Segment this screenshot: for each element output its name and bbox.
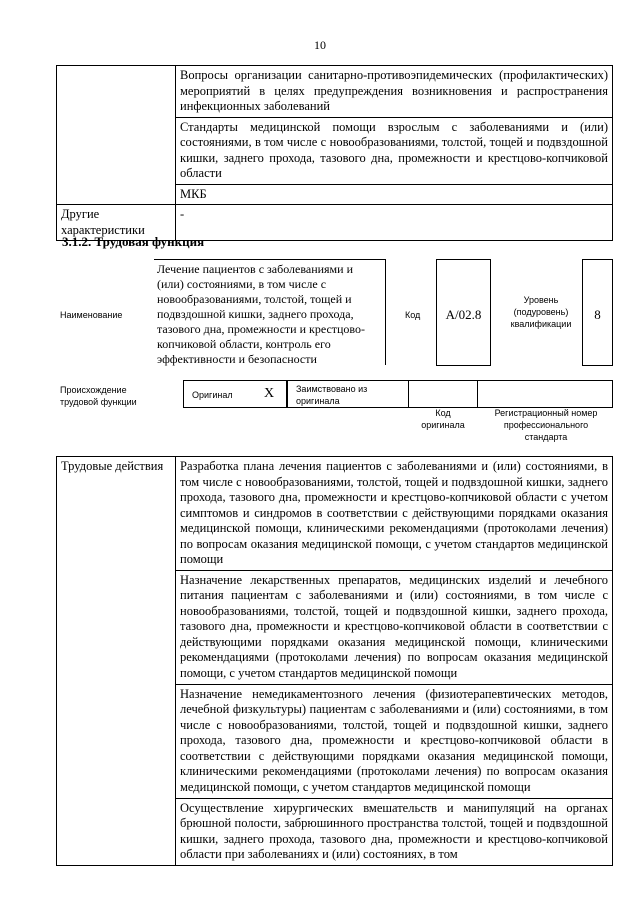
code-value: A/02.8 — [436, 259, 491, 366]
origin-code-cell — [408, 380, 478, 408]
table-row — [57, 457, 613, 571]
borrowed-label: Заимствовано из оригинала — [296, 384, 368, 406]
origin-reg-cell — [477, 380, 613, 408]
original-label: Оригинал — [192, 390, 233, 400]
table-row — [57, 66, 613, 118]
actions-table — [56, 456, 613, 866]
action-item: Разработка плана лечения пациентов с заболеваниями и (или) состояниями, в том числе с новообразованиями, толстой, тощей и подвздошной кишки, заднего прохода, тазового дна, промежности и крестцово-копчиковой области с учетом симптомов и синдромов в соответствии с действующими порядками оказания медицинской помощи, клиническими рекомендациями (протоколами лечения) по вопросам оказания медицинской помощи, с учетом стандартов медицинской помощи — [176, 457, 613, 571]
code-original-caption: Код оригинала — [421, 408, 465, 430]
name-label: Наименование — [60, 310, 123, 320]
origin-original-cell — [183, 380, 287, 408]
action-item: Назначение немедикаментозного лечения (физиотерапевтических методов, лечебной физкультуры) пациентам с заболеваниями и (или) состояниями, в том числе с новообразованиями, толстой, тощей и подвздошной кишки, заднего прохода, тазового дна, промежности и крестцово-копчиковой области в соответствии с действующими порядками оказания медицинской помощи, клиническими рекомендациями (протоколами лечения) по вопросам оказания медицинской помощи, с учетом стандартов медицинской помощи — [176, 684, 613, 798]
section-heading: 3.1.2. Трудовая функция — [62, 234, 205, 249]
origin-label: Происхождение трудовой функции — [60, 385, 137, 407]
page-number: 10 — [314, 38, 326, 52]
reg-number-caption: Регистрационный номер профессионального стандарта — [494, 408, 598, 442]
level-value: 8 — [582, 259, 613, 366]
name-value: Лечение пациентов с заболеваниями и (или) состояниями, в том числе с новообразованиями, толстой, тощей и подвздошной кишки, заднего прохода, тазового дна, промежности и крестцово-копчиковой области, контроль его эффективности и безопасности — [154, 259, 386, 365]
actions-label: Трудовые действия — [57, 457, 176, 866]
action-item: Осуществление хирургических вмешательств и манипуляций на органах брюшной полости, забрюшинного пространства толстой, тощей и подвздошной кишки, заднего прохода, тазового дна, промежности и крестцово-копчиковой области при заболеваниях и (или) состояниях, в том — [176, 798, 613, 865]
other-characteristics-value: - — [176, 205, 613, 241]
table-cell-right: МКБ — [176, 184, 613, 205]
level-label: Уровень (подуровень) квалификации — [510, 295, 572, 329]
action-item: Назначение лекарственных препаратов, медицинских изделий и лечебного питания пациентам с заболеваниями и (или) состояниями, в том числе с новообразованиями, толстой, тощей и подвздошной кишки, заднего прохода, тазового дна, промежности и крестцово-копчиковой области в соответствии с действующими порядками оказания медицинской помощи, клиническими рекомендациями (протоколами лечения) по вопросам оказания медицинской помощи, с учетом стандартов медицинской помощи — [176, 570, 613, 684]
top-table — [56, 65, 613, 241]
table-cell-right: Вопросы организации санитарно-противоэпидемических (профилактических) мероприятий в целях предупреждения возникновения и распространения инфекционных заболеваний — [176, 66, 613, 118]
table-cell-left — [57, 66, 176, 205]
code-label: Код — [405, 310, 421, 320]
origin-borrowed-cell — [287, 380, 409, 408]
other-characteristics-label: Другие характеристики — [57, 205, 176, 241]
original-mark: X — [264, 386, 275, 401]
table-cell-right: Стандарты медицинской помощи взрослым с заболеваниями и (или) состояниями, в том числе с новообразованиями, толстой, тощей и подвздошной кишки, заднего прохода, тазового дна, промежности и крестцово-копчиковой области — [176, 117, 613, 184]
